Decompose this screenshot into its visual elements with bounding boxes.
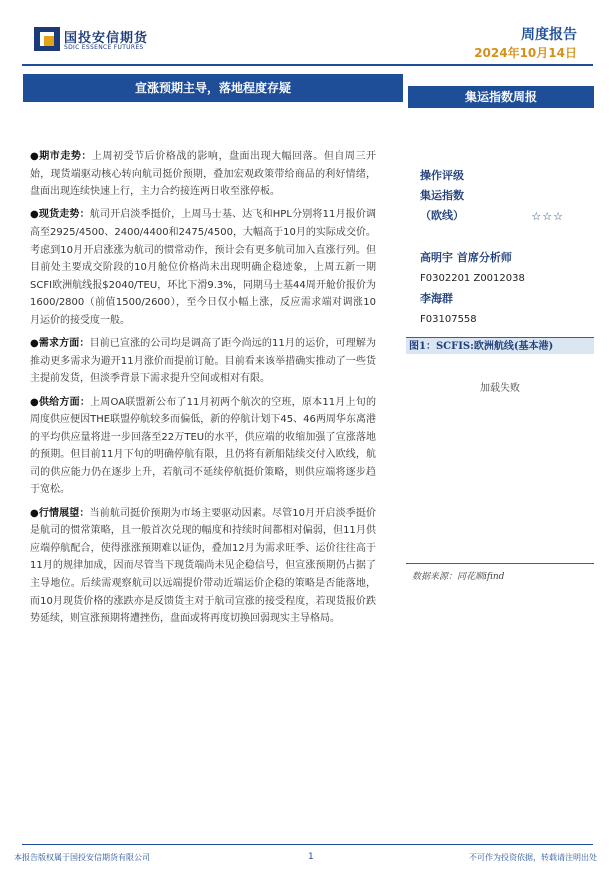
paragraph-body: 上周初受节后价格战的影响，盘面出现大幅回落。但自周三开始，现货端驱动核心转向航司挺价预期，叠加宏观政策带给商品的利好情绪，盘面出现连续快速上行，主力合约接连两日收至涨停板。 [30,151,376,198]
report-title-banner: 宣涨预期主导，落地程度存疑 [23,74,403,102]
paragraph-heading: ●现货走势： [30,209,90,221]
paragraph-body: 上周OA联盟新公布了11月初两个航次的空班，原本11月上旬的周度供应便因THE联盟停航较多而偏低，新的停航计划下45、46两周华东离港的平均供应量将进一步回落至22万TEU的水平，供应端的收缩加强了宣涨落地的预期。但目前11月下旬的明确停航有限，且仍将有新船陆续交付入欧线，航司的供应能力仍在逐步上升，若航司不延续停航挺价策略，则供应端将逐步趋于宽松。 [30,396,376,496]
paragraph-body: 航司开启淡季挺价，上周马士基、达飞和HPL分别将11月报价调高至2925/4500、2400/4400和2475/4500，大幅高于10月的实际成交价。考虑到10月开启涨涨为航司的惯常动作，预计会有更多航司加入直涨行列。但目前处主要成交阶段的10月舱位价格尚未出现明确企稳迹象，上周五新一期SCFI欧洲航线报$2040/TEU，环比下滑9.3%，同期马士基44周开舱价报价为1600/2800（前值1500/2600），至今日仅小幅上涨，反应需求端对调涨10月运价的接受度一般。 [30,209,376,326]
paragraph-heading: ●需求方面： [30,338,90,350]
page-number: 1 [308,852,314,862]
report-type: 周度报告 [521,27,577,43]
paragraph-supply [30,394,376,500]
paragraph-heading: ●供给方面： [30,396,91,408]
paragraph-body: 目前已宣涨的公司均是调高了距今尚远的11月的运价，可理解为推动更多需求为避开11月涨价而提前订舱。目前看来该举措确实推动了一些货主提前发货，但淡季背景下需求提升空间或相对有限。 [30,338,376,385]
company-logo-icon [34,27,60,51]
paragraph-market-trend [30,148,376,201]
report-series-banner: 集运指数周报 [408,86,594,108]
paragraph-body: 当前航司挺价预期为市场主要驱动因素。尽管10月开启淡季挺价是航司的惯常策略，且一般首次兑现的幅度和持续时间都相对偏弱，但11月供应端停航配合，使得涨涨预期难以证伪，叠加12月为需求旺季、运价往往高于11月的规律加成，因而尽管当下现货端尚未见企稳信号，但宣涨预期仍占据了主导地位。后续需观察航司以远端提价带动近端运价企稳的策略是否能落地，而10月现货价格的涨跌亦是反馈货主对于航司宣涨的接受程度，若现货报价跌势延续，则宣涨预期将遭挫伤，盘面或将再度切换回弱现实主导格局。 [30,507,376,625]
footer-divider [22,844,593,845]
paragraph-heading: ●期市走势： [30,151,92,162]
paragraph-spot-trend [30,206,376,329]
paragraph-heading: ●行情展望： [30,507,90,519]
figure-source-divider [406,563,594,564]
report-date: 2024年10月14日 [474,46,577,60]
sidebar-info [420,166,592,332]
rating-sub: （欧线） [420,209,464,222]
logo-name-cn: 国投安信期货 [64,31,149,46]
rating-title: 操作评级 [420,169,464,182]
footer-copyright: 本报告版权属于国投安信期货有限公司 [14,853,150,862]
main-text-column [30,148,376,633]
rating-item: 集运指数 [420,189,464,202]
figure-loading-text: 加载失败 [480,383,520,394]
figure-title: 图1：SCFIS:欧洲航线(基本港) [406,337,594,354]
logo-name-en: SDIC ESSENCE FUTURES [64,44,144,51]
footer-disclaimer: 不可作为投资依据，转载请注明出处 [469,853,597,862]
paragraph-demand [30,335,376,388]
analyst-1-name: 高明宇 首席分析师 [420,251,512,264]
rating-stars-icon: ☆☆☆ [531,209,564,223]
figure-source: 数据来源：同花顺ifind [412,572,505,582]
header-divider [22,64,593,66]
analyst-2-cert: F03107558 [420,314,477,325]
paragraph-outlook [30,505,376,628]
analyst-2-name: 李海群 [420,292,453,305]
analyst-1-cert: F0302201 Z0012038 [420,273,525,284]
